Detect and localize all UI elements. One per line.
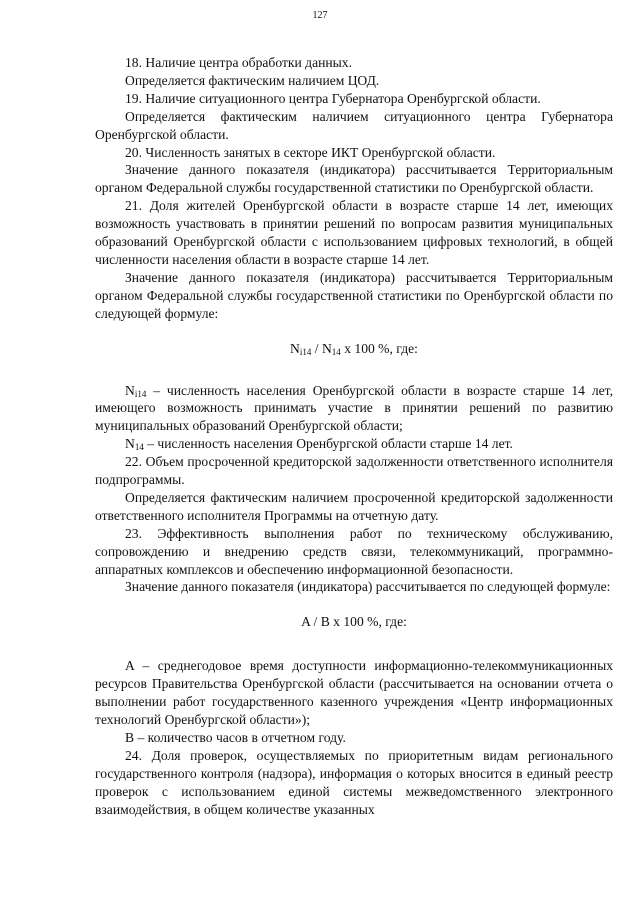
item-19-heading: 19. Наличие ситуационного центра Губернатора Оренбургской области. — [125, 90, 541, 106]
definition-symbol-subscript: i14 — [134, 388, 147, 399]
formula-term-a-subscript: i14 — [299, 346, 312, 357]
definition-text: – численность населения Оренбургской области в возрасте старше 14 лет, имеющего возможность принимать участие в принятии решений по развитию муниципальных образований Оренбургской области; — [95, 382, 613, 434]
definition-b: B – количество часов в отчетном году. — [125, 729, 346, 745]
formula-remainder: x 100 %, где: — [340, 340, 418, 356]
formula-a-over-b: A / B x 100 %, где: — [301, 614, 407, 630]
definition-text: – численность населения Оренбургской области старше 14 лет. — [143, 436, 513, 452]
item-22-heading: 22. Объем просроченной кредиторской задолженности ответственного исполнителя подпрограммы. — [95, 454, 613, 488]
definition-ni14 — [95, 382, 613, 436]
item-23-description: Значение данного показателя (индикатора) рассчитывается по следующей формуле: — [125, 579, 611, 595]
formula-term-b: N — [321, 340, 332, 356]
formula-divider: / — [311, 340, 322, 356]
item-21-heading: 21. Доля жителей Оренбургской области в возрасте старше 14 лет, имеющих возможность участвовать в принятии решений по вопросам развития муниципальных образований Оренбургской области с использованием цифровых технологий, в общей численности населения области в возрасте старше 14 лет. — [95, 198, 613, 267]
definition-symbol: N — [125, 436, 135, 452]
definition-n14 — [95, 435, 613, 453]
item-18-heading: 18. Наличие центра обработки данных. — [125, 55, 353, 70]
item-20-description: Значение данного показателя (индикатора) рассчитывается Территориальным органом Федеральной службы государственной статистики по Оренбургской области. — [95, 162, 613, 196]
item-20-heading: 20. Численность занятых в секторе ИКТ Оренбургской области. — [125, 144, 496, 160]
item-23-heading: 23. Эффективность выполнения работ по техническому обслуживанию, сопровождению и внедрению средств связи, телекоммуникаций, программно-аппаратных комплексов и обеспечению информационной безопасности. — [95, 525, 613, 577]
formula-term-b-subscript: 14 — [331, 346, 341, 357]
document-body — [95, 54, 613, 818]
definition-symbol-subscript: 14 — [134, 442, 144, 453]
definition-a: A – среднегодовое время доступности информационно-телекоммуникационных ресурсов Правительства Оренбургской области (рассчитывается на основании отчета о выполнении работ государственного казенного учреждения «Центр информационных технологий Оренбургской области»); — [95, 658, 613, 727]
item-22-description: Определяется фактическим наличием просроченной кредиторской задолженности ответственного исполнителя Программы на отчетную дату. — [95, 489, 613, 523]
definition-symbol: N — [125, 382, 135, 398]
item-18-description: Определяется фактическим наличием ЦОД. — [125, 72, 380, 88]
item-24-heading: 24. Доля проверок, осуществляемых по приоритетным видам регионального государственного контроля (надзора), информация о которых вносится в единый реестр проверок с использованием единой системы межведомственного электронного взаимодействия, в общем количестве указанных — [95, 747, 613, 817]
formula-term-a: N — [290, 340, 300, 356]
item-19-description: Определяется фактическим наличием ситуационного центра Губернатора Оренбургской области. — [95, 108, 613, 142]
formula-n14 — [95, 340, 613, 358]
item-21-description: Значение данного показателя (индикатора) рассчитывается Территориальным органом Федеральной службы государственной статистики по Оренбургской области по следующей формуле: — [95, 269, 613, 321]
page-number: 127 — [312, 10, 328, 21]
